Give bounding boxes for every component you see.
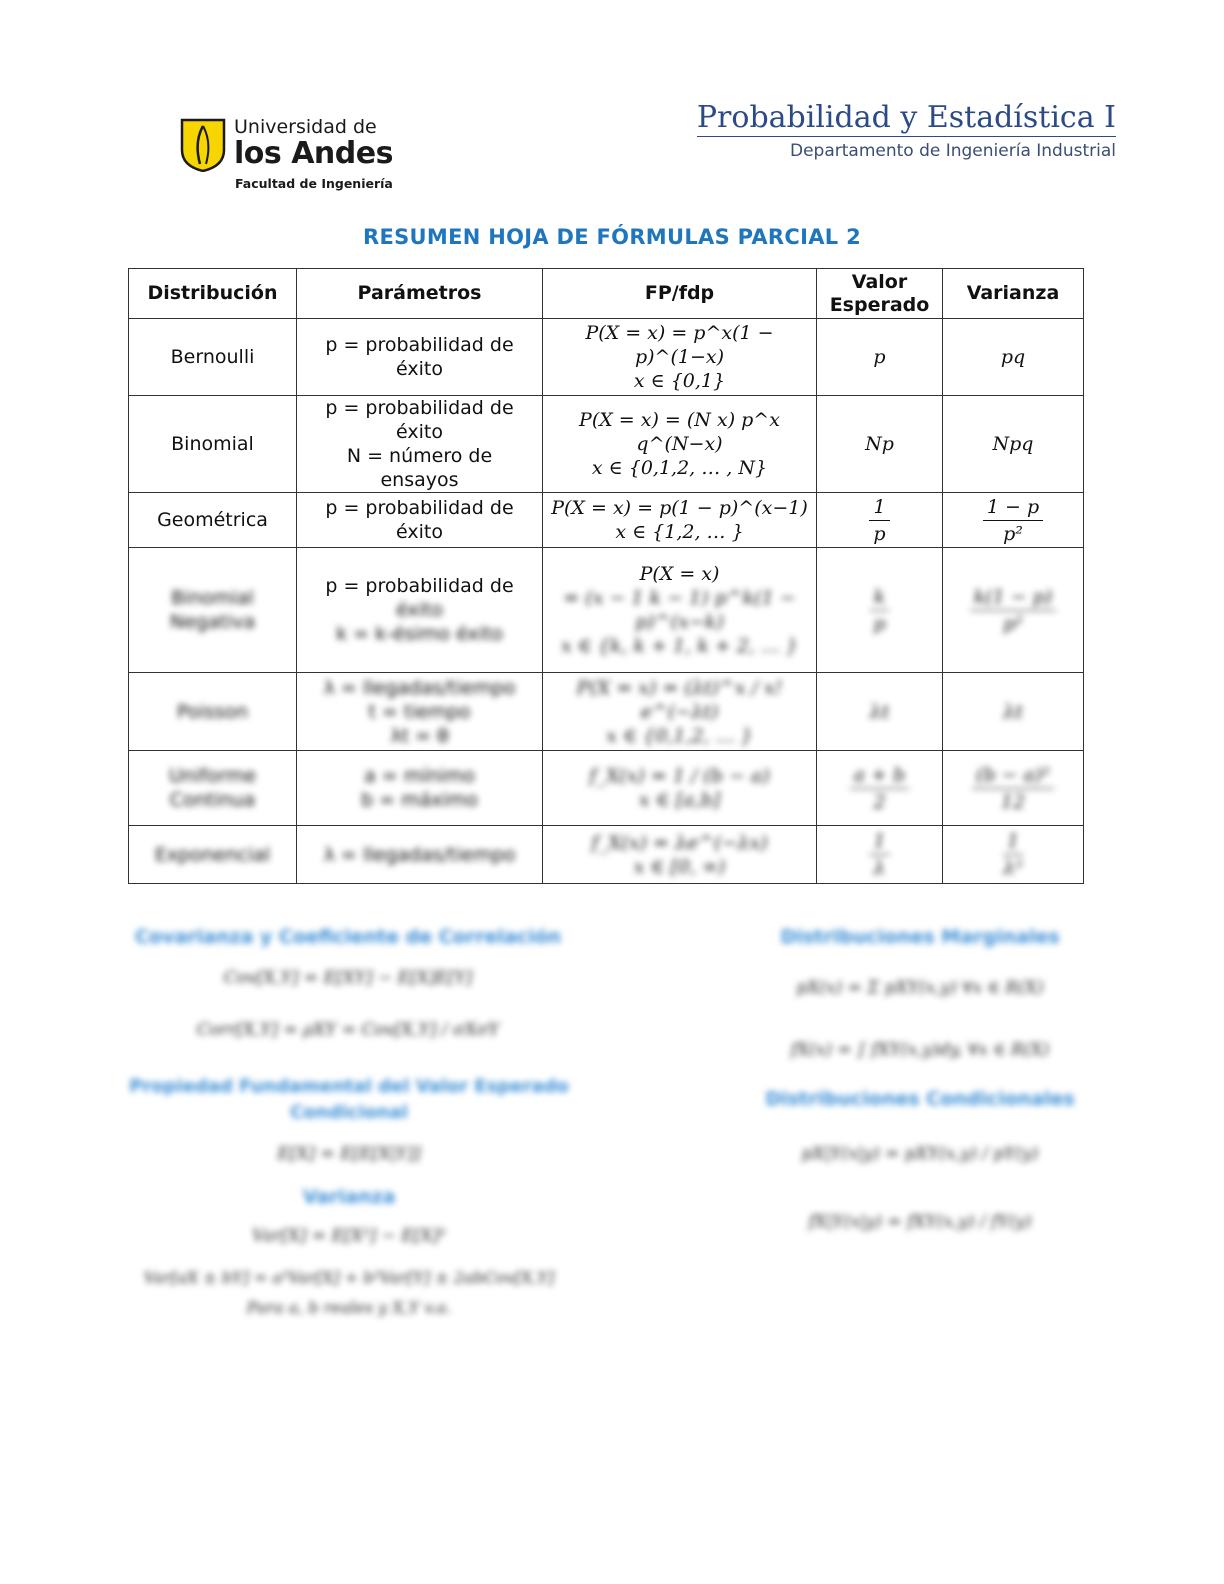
- header-expected-line2: Esperado: [829, 293, 930, 316]
- distribution-name: Poisson: [129, 673, 297, 751]
- table-row: [129, 548, 1084, 673]
- pmf-cell: [543, 826, 817, 884]
- fraction-numerator: k(1 − p): [970, 584, 1057, 611]
- fraction-denominator: p: [873, 522, 886, 545]
- distribution-table: [128, 268, 1084, 884]
- distribution-name: Binomial: [129, 396, 297, 493]
- parameters-cell: [297, 751, 543, 826]
- expected-property-title-line2: Condicional: [290, 1102, 408, 1123]
- table-row: [129, 673, 1084, 751]
- param-line: p = probabilidad de: [325, 397, 514, 419]
- fraction-numerator: 1: [869, 828, 889, 855]
- param-line: t = tiempo: [368, 700, 471, 723]
- expected-value-cell: p: [817, 319, 943, 396]
- table-row: [129, 319, 1084, 396]
- conditional-title: Distribuciones Condicionales: [765, 1088, 1075, 1110]
- pmf-line: f_X(x) = λe^(−λx): [591, 831, 768, 854]
- fraction-numerator: k: [870, 584, 890, 611]
- variance-cell: λt: [943, 673, 1084, 751]
- distribution-name: Uniforme Continua: [129, 751, 297, 826]
- pmf-line: = (x − 1 k − 1) p^k(1 − p)^(x−k): [563, 587, 796, 633]
- param-line: λ = llegadas/tiempo: [323, 676, 516, 699]
- parameters-cell: [297, 673, 543, 751]
- param-line: éxito: [396, 421, 443, 443]
- variance-cell: [943, 751, 1084, 826]
- pmf-line: P(X = x) = p(1 − p)^(x−1): [551, 497, 808, 519]
- pmf-line: x ∈ {k, k + 1, k + 2, … }: [560, 635, 799, 657]
- variance-cell: [943, 826, 1084, 884]
- header-parameters: Parámetros: [297, 269, 543, 319]
- university-shield-icon: [180, 118, 226, 172]
- fraction-numerator: a + b: [850, 762, 910, 789]
- header-pmf: FP/fdp: [543, 269, 817, 319]
- distribution-name: Exponencial: [129, 826, 297, 884]
- marginal-discrete-formula: pX(x) = Σ pXY(x,y) ∀x ∈ R(X): [796, 978, 1044, 998]
- distribution-name: Geométrica: [129, 493, 297, 548]
- param-line: éxito: [396, 521, 443, 543]
- fraction-denominator: λ: [873, 857, 886, 879]
- university-name-line2: los Andes: [234, 136, 393, 171]
- expected-property-formula: E[X] = E[E[X|Y]]: [277, 1144, 421, 1164]
- pmf-line: x ∈ {0,1,2, … , N}: [591, 457, 768, 479]
- university-name-line1: Universidad de: [234, 116, 377, 138]
- pmf-cell: [543, 673, 817, 751]
- covariance-title: Covarianza y Coeficiente de Correlación: [134, 926, 562, 948]
- expected-value-cell: [817, 826, 943, 884]
- expected-fraction: [850, 762, 910, 815]
- distribution-name-text: Binomial Negativa: [169, 587, 256, 633]
- fraction-denominator: p: [873, 612, 886, 635]
- expected-value-cell: Np: [817, 396, 943, 493]
- table-row: [129, 396, 1084, 493]
- variance-note: Para a, b reales y X,Y v.a.: [246, 1298, 452, 1317]
- param-line: N = número de: [346, 445, 493, 467]
- param-line: b = máximo: [361, 789, 478, 811]
- covariance-formula: Cov[X,Y] = E[XY] − E[X]E[Y]: [223, 968, 473, 988]
- fraction-numerator: 1: [1003, 828, 1023, 855]
- pmf-line: f_X(x) = 1 / (b − a): [589, 765, 770, 787]
- pmf-cell: [543, 493, 817, 548]
- param-line: λ = llegadas/tiempo: [323, 843, 516, 866]
- fraction-denominator: 12: [1000, 790, 1026, 813]
- distribution-name: Bernoulli: [129, 319, 297, 396]
- variance-cell: pq: [943, 319, 1084, 396]
- expected-value-cell: [817, 751, 943, 826]
- param-line: ensayos: [380, 469, 459, 491]
- expected-property-title-line1: Propiedad Fundamental del Valor Esperado: [129, 1076, 569, 1097]
- header-variance: Varianza: [943, 269, 1084, 319]
- expected-value-cell: λt: [817, 673, 943, 751]
- variance-fraction: [972, 762, 1054, 815]
- pmf-line: P(X = x) = p^x(1 − p)^(1−x): [585, 322, 774, 368]
- expected-fraction: [870, 584, 890, 637]
- param-line: éxito: [396, 358, 443, 380]
- pmf-line: x ∈ [a,b]: [638, 789, 721, 811]
- variance-fraction: [970, 584, 1057, 637]
- course-title: Probabilidad y Estadística I: [696, 100, 1116, 135]
- pmf-line: x ∈ {0,1}: [633, 370, 726, 392]
- header-expected-value: [817, 269, 943, 319]
- variance-fraction: [983, 494, 1043, 547]
- conditional-discrete-formula: pX|Y(x|y) = pXY(x,y) / pY(y): [801, 1144, 1039, 1164]
- pmf-line: x ∈ [0, ∞): [633, 855, 726, 878]
- marginal-continuous-formula: fX(x) = ∫ fXY(x,y)dy, ∀x ∈ R(X): [790, 1040, 1050, 1060]
- variance-cell: [943, 548, 1084, 673]
- header-expected-line1: Valor: [851, 270, 908, 293]
- fraction-numerator: 1 − p: [983, 494, 1043, 521]
- correlation-formula: Corr[X,Y] = ρXY = Cov[X,Y] / σXσY: [196, 1020, 500, 1040]
- param-line: a = mínimo: [364, 765, 475, 787]
- faculty-name: Facultad de Ingeniería: [235, 176, 393, 191]
- variance-cell: [943, 493, 1084, 548]
- table-row: [129, 493, 1084, 548]
- param-line: éxito: [396, 599, 443, 621]
- fraction-denominator: p²: [1003, 522, 1023, 545]
- fraction-numerator: (b − a)²: [972, 762, 1054, 789]
- conditional-continuous-formula: fX|Y(x|y) = fXY(x,y) / fY(y): [808, 1212, 1032, 1232]
- fraction-denominator: 2: [873, 790, 886, 813]
- header-distribution: Distribución: [129, 269, 297, 319]
- pmf-cell: [543, 548, 817, 673]
- fraction-denominator: p²: [1003, 612, 1023, 635]
- variance-cell: Npq: [943, 396, 1084, 493]
- param-line: p = probabilidad de: [325, 334, 514, 356]
- marginal-title: Distribuciones Marginales: [780, 926, 1060, 948]
- pmf-line: P(X = x) = (N x) p^x q^(N−x): [579, 409, 780, 455]
- parameters-cell: [297, 319, 543, 396]
- fraction-denominator: λ²: [1003, 857, 1023, 879]
- parameters-cell: [297, 396, 543, 493]
- expected-fraction: [869, 494, 889, 547]
- expected-value-cell: [817, 548, 943, 673]
- parameters-cell: [297, 826, 543, 884]
- document-title: RESUMEN HOJA DE FÓRMULAS PARCIAL 2: [363, 225, 861, 249]
- param-line: λt = θ: [390, 724, 449, 747]
- variance-formula: Var[X] = E[X²] − E[X]²: [252, 1226, 446, 1246]
- pmf-cell: [543, 751, 817, 826]
- variance-fraction: [1003, 828, 1023, 881]
- expected-fraction: [869, 828, 889, 881]
- pmf-line: x ∈ {1,2, … }: [615, 521, 744, 543]
- distribution-name: [129, 548, 297, 673]
- param-line: p = probabilidad de: [325, 575, 514, 597]
- param-line: p = probabilidad de: [325, 497, 514, 519]
- course-header: [697, 100, 1116, 161]
- linear-variance-formula: Var[aX ± bY] = a²Var[X] + b²Var[Y] ± 2abCov[X,Y]: [143, 1268, 555, 1287]
- parameters-cell: [297, 548, 543, 673]
- table-row: [129, 826, 1084, 884]
- parameters-cell: [297, 493, 543, 548]
- variance-title: Varianza: [302, 1186, 396, 1208]
- table-row: [129, 751, 1084, 826]
- course-department: Departamento de Ingeniería Industrial: [789, 141, 1116, 161]
- pmf-cell: [543, 319, 817, 396]
- fraction-numerator: 1: [869, 494, 889, 521]
- expected-value-cell: [817, 493, 943, 548]
- pmf-line: x ∈ {0,1,2, … }: [606, 724, 753, 747]
- pmf-line: P(X = x): [639, 563, 720, 585]
- pmf-cell: [543, 396, 817, 493]
- table-header-row: [129, 269, 1084, 319]
- university-logo: [180, 114, 393, 198]
- pmf-line: P(X = x) = (λt)^x / x! e^(−λt): [576, 676, 783, 723]
- param-line: k = k-ésimo éxito: [336, 623, 503, 645]
